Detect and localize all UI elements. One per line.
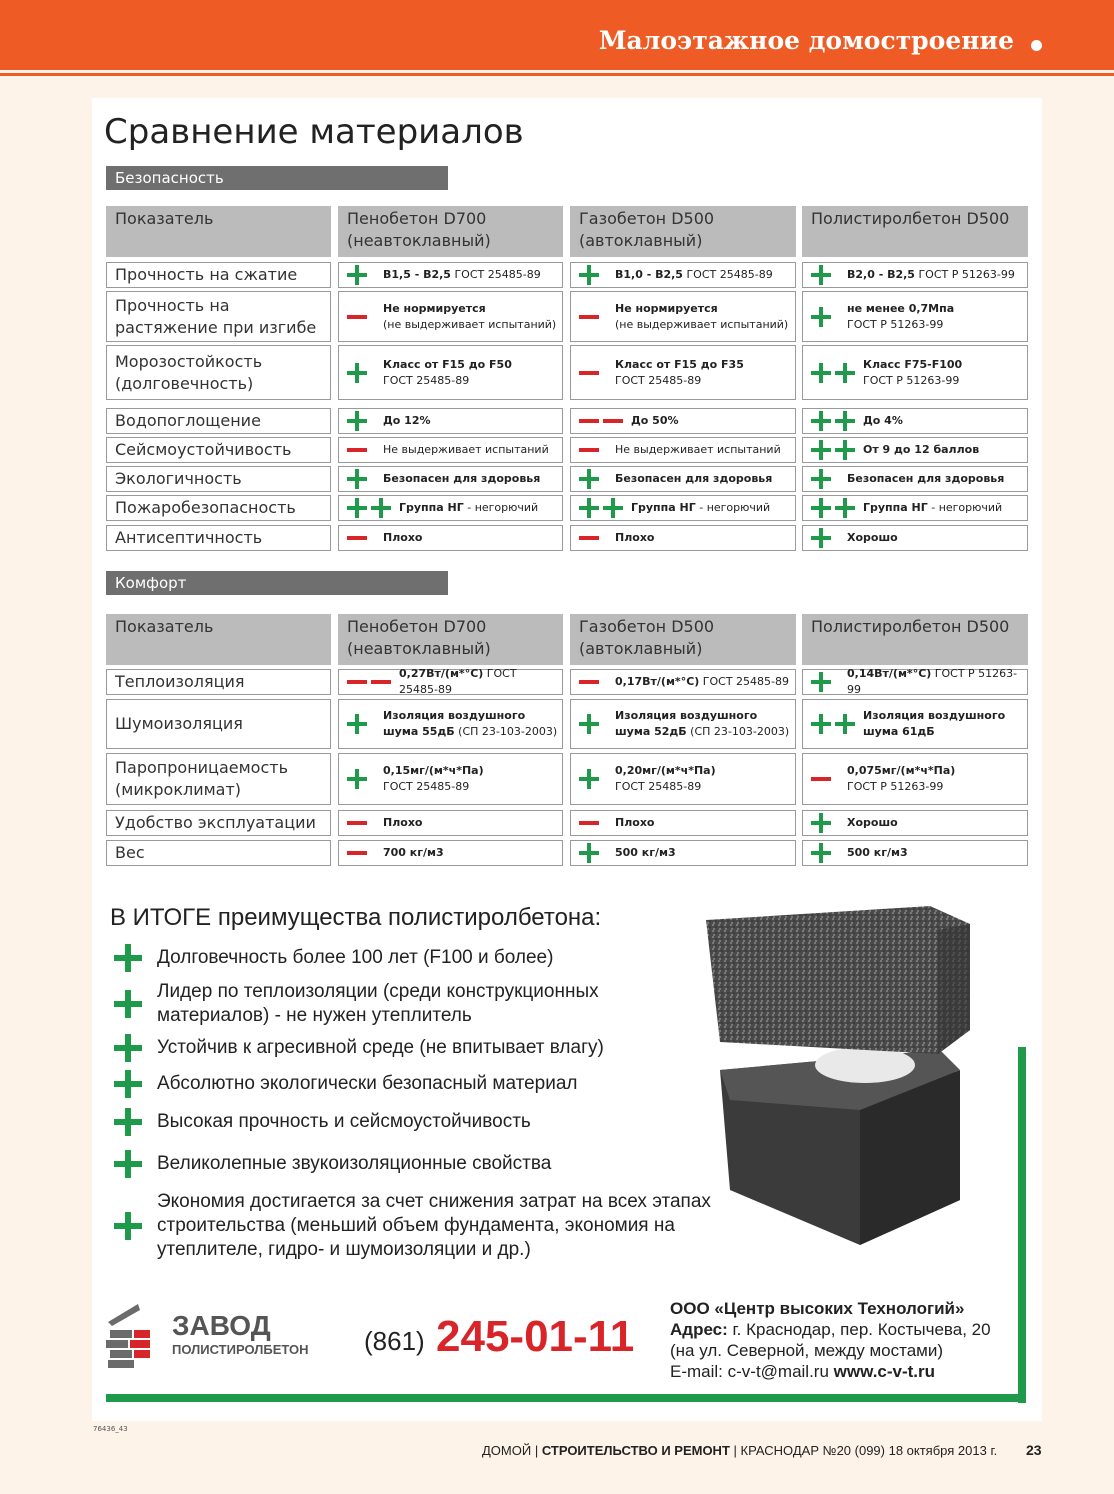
cell-value: Безопасен для здоровья: [383, 472, 541, 485]
minus-icon: [811, 769, 831, 789]
cell-note: ГОСТ 25485-89: [699, 675, 790, 688]
plus-icon: [114, 1212, 142, 1240]
cell-note: (СП 23-103-2003): [686, 725, 790, 738]
plus-icon: [811, 672, 831, 692]
cell-note: ГОСТ Р 51263-99: [847, 780, 944, 793]
minus-icon: [579, 363, 599, 383]
advantage-item: Лидер по теплоизоляции (среди конструкционных материалов) - не нужен утеплитель: [157, 981, 599, 1026]
table-cell: [570, 291, 796, 342]
cell-value: 500 кг/м3: [615, 846, 676, 859]
cell-note: ГОСТ 25485-89: [682, 268, 773, 281]
plus-icon: [114, 1150, 142, 1178]
polystyrene-block-image: [700, 900, 970, 1245]
logo-subtitle: ПОЛИСТИРОЛБЕТОН: [172, 1342, 309, 1357]
rating-symbol: [811, 714, 855, 734]
table-cell: [570, 437, 796, 463]
top-banner: [0, 0, 1114, 70]
cell-text: [847, 815, 1023, 831]
cell-value: 0,14Вт/(м*°С): [847, 667, 932, 680]
table-cell: [802, 840, 1028, 866]
cell-value: 0,17Вт/(м*°С): [615, 675, 700, 688]
section-title: Малоэтажное домостроение: [598, 26, 1014, 55]
minus-icon: [579, 672, 599, 692]
advantage-item: Высокая прочность и сейсмоустойчивость: [157, 1111, 531, 1132]
cell-text: [383, 442, 558, 458]
cell-note: ГОСТ 25485-89: [615, 780, 702, 793]
cell-text: [615, 357, 791, 389]
row-label: Пожаробезопасность: [106, 495, 331, 521]
cell-note: Не выдерживает испытаний: [383, 443, 549, 456]
plus-icon: [835, 714, 855, 734]
cell-note: ГОСТ Р 51263-99: [847, 667, 1018, 696]
cell-note: ГОСТ 25485-89: [615, 373, 702, 387]
rating-symbol: [347, 672, 391, 692]
rating-symbol: [811, 265, 831, 285]
plus-icon: [114, 990, 142, 1018]
bullet-dot-icon: [1031, 40, 1042, 51]
plus-icon: [811, 307, 831, 327]
cell-value: B2,0 - B2,5: [847, 268, 915, 281]
cell-text: [615, 442, 791, 458]
cell-value: Изоляция воздушного шума 52дБ: [615, 709, 758, 738]
rating-symbol: [579, 672, 599, 692]
cell-text: [615, 530, 791, 546]
row-label: Вес: [106, 840, 331, 866]
cell-text: [383, 815, 558, 831]
address: г. Краснодар, пер. Костычева, 20: [727, 1320, 991, 1339]
table-cell: [570, 669, 796, 695]
row-label: Антисептичность: [106, 525, 331, 551]
cell-text: [631, 500, 791, 516]
table-cell: [570, 466, 796, 492]
cell-note: ГОСТ 25485-89: [383, 780, 470, 793]
minus-icon: [579, 307, 599, 327]
cell-value: До 50%: [631, 414, 679, 427]
advantage-item: Абсолютно экологически безопасный материал: [157, 1073, 578, 1094]
column-header: Газобетон D500 (автоклавный): [570, 206, 796, 257]
cell-note: (не выдерживает испытаний): [615, 317, 789, 331]
cell-text: [383, 845, 558, 861]
cell-value: Группа НГ: [631, 501, 696, 514]
cell-value: До 12%: [383, 414, 431, 427]
plus-icon: [347, 498, 367, 518]
rating-symbol: [347, 469, 367, 489]
cell-text: [615, 708, 791, 740]
cell-value: Не нормируется: [383, 301, 486, 315]
cell-text: [615, 815, 791, 831]
plus-icon: [579, 469, 599, 489]
rating-symbol: [579, 265, 599, 285]
table-cell: [338, 408, 563, 434]
row-label: Экологичность: [106, 466, 331, 492]
cell-value: Класс от F15 до F50: [383, 357, 512, 371]
plus-icon: [114, 944, 142, 972]
plus-icon: [811, 498, 831, 518]
table-cell: [802, 408, 1028, 434]
rating-symbol: [811, 769, 831, 789]
minus-icon: [347, 528, 367, 548]
rating-symbol: [579, 714, 599, 734]
cell-text: [863, 413, 1023, 429]
plus-icon: [811, 469, 831, 489]
cell-value: 500 кг/м3: [847, 846, 908, 859]
green-frame-horizontal: [106, 1394, 1026, 1402]
column-header: Показатель: [106, 206, 331, 257]
cell-note: ГОСТ 25485-89: [450, 268, 541, 281]
cell-note: ГОСТ Р 51263-99: [847, 317, 944, 331]
cell-value: Класс F75-F100: [863, 357, 963, 371]
table-cell: [802, 437, 1028, 463]
rating-symbol: [579, 363, 599, 383]
cell-value: не менее 0,7Мпа: [847, 301, 955, 315]
cell-text: [383, 708, 558, 740]
rating-symbol: [579, 469, 599, 489]
cell-value: Плохо: [383, 816, 423, 829]
cell-text: [847, 845, 1023, 861]
cell-value: 700 кг/м3: [383, 846, 444, 859]
table-cell: [338, 525, 563, 551]
section-comfort: Комфорт: [106, 571, 448, 595]
phone-code: (861): [364, 1326, 425, 1356]
cell-value: Плохо: [615, 816, 655, 829]
table-cell: [802, 345, 1028, 400]
plus-icon: [579, 769, 599, 789]
cell-text: [615, 674, 791, 690]
cell-text: [631, 413, 791, 429]
cell-text: [399, 500, 558, 516]
plus-icon: [371, 498, 391, 518]
cell-value: Изоляция воздушного шума 61дБ: [863, 709, 1006, 738]
rating-symbol: [347, 843, 367, 863]
plus-icon: [811, 528, 831, 548]
rating-symbol: [811, 363, 855, 383]
rating-symbol: [811, 672, 831, 692]
cell-value: Безопасен для здоровья: [847, 472, 1005, 485]
cell-text: [383, 413, 558, 429]
cell-value: Изоляция воздушного шума 55дБ: [383, 709, 526, 738]
cell-text: [615, 301, 791, 333]
table-cell: [802, 699, 1028, 749]
rating-symbol: [347, 528, 367, 548]
rating-symbol: [579, 528, 599, 548]
rating-symbol: [811, 528, 831, 548]
cell-text: [863, 357, 1023, 389]
cell-value: Группа НГ: [863, 501, 928, 514]
rating-symbol: [811, 307, 831, 327]
table-cell: [338, 437, 563, 463]
plus-icon: [811, 411, 831, 431]
cell-text: [383, 357, 558, 389]
plus-icon: [835, 498, 855, 518]
plus-icon: [835, 411, 855, 431]
table-cell: [802, 495, 1028, 521]
plus-icon: [579, 843, 599, 863]
divider: [0, 73, 1114, 76]
rating-symbol: [811, 411, 855, 431]
column-header: Полистиролбетон D500: [802, 206, 1028, 257]
cell-text: [615, 471, 791, 487]
table-cell: [802, 291, 1028, 342]
table-cell: [802, 262, 1028, 288]
rating-symbol: [347, 363, 367, 383]
table-cell: [338, 699, 563, 749]
cell-text: [863, 500, 1023, 516]
cell-text: [847, 763, 1023, 795]
print-code: 76436_43: [93, 1425, 128, 1433]
section-safety: Безопасность: [106, 166, 448, 190]
plus-icon: [811, 440, 831, 460]
row-label: Удобство эксплуатации: [106, 810, 331, 836]
table-cell: [338, 466, 563, 492]
row-label: Паропроницаемость (микроклимат): [106, 753, 331, 805]
plus-icon: [579, 498, 599, 518]
rating-symbol: [811, 843, 831, 863]
advantage-item: Экономия достигается за счет снижения затрат на всех этапах строительства (меньший объем фундамента, экономия на утеплителе, гидро- и шумоизоляции и др.): [157, 1191, 711, 1260]
company-name: ООО «Центр высоких Технологий»: [670, 1299, 965, 1318]
plus-icon: [347, 769, 367, 789]
plus-icon: [579, 714, 599, 734]
rating-symbol: [347, 714, 367, 734]
table-cell: [802, 669, 1028, 695]
table-cell: [338, 262, 563, 288]
rating-symbol: [579, 440, 599, 460]
cell-note: - негорючий: [463, 501, 539, 514]
factory-logo-icon: [100, 1300, 164, 1370]
cell-value: Плохо: [615, 531, 655, 544]
cell-value: Не нормируется: [615, 301, 718, 315]
rating-symbol: [579, 843, 599, 863]
rating-symbol: [811, 469, 831, 489]
cell-text: [847, 471, 1023, 487]
minus-icon: [347, 672, 367, 692]
plus-icon: [347, 411, 367, 431]
table-cell: [802, 525, 1028, 551]
plus-icon: [114, 1070, 142, 1098]
minus-icon: [347, 813, 367, 833]
cell-value: 0,15мг/(м*ч*Па): [383, 764, 484, 777]
column-header: Газобетон D500 (автоклавный): [570, 614, 796, 665]
rating-symbol: [579, 307, 599, 327]
table-cell: [338, 291, 563, 342]
cell-text: [863, 442, 1023, 458]
column-header: Показатель: [106, 614, 331, 665]
table-cell: [338, 495, 563, 521]
row-label: Водопоглощение: [106, 408, 331, 434]
table-cell: [338, 345, 563, 400]
row-label: Прочность на растяжение при изгибе: [106, 291, 331, 342]
cell-text: [383, 530, 558, 546]
table-cell: [802, 810, 1028, 836]
email[interactable]: E-mail: c-v-t@mail.ru: [670, 1362, 834, 1381]
cell-text: [383, 471, 558, 487]
cell-note: Не выдерживает испытаний: [615, 443, 781, 456]
cell-text: [847, 666, 1023, 698]
address-label: Адрес:: [670, 1320, 728, 1339]
cell-text: [847, 301, 1023, 333]
rating-symbol: [811, 440, 855, 460]
table-cell: [570, 345, 796, 400]
cell-value: 0,20мг/(м*ч*Па): [615, 764, 716, 777]
rating-symbol: [579, 411, 623, 431]
footer-magazine: ДОМОЙ: [482, 1443, 532, 1458]
cell-text: [847, 267, 1023, 283]
rating-symbol: [347, 411, 367, 431]
table-cell: [338, 753, 563, 805]
cell-text: [399, 666, 558, 698]
plus-icon: [811, 714, 831, 734]
footer-issue: КРАСНОДАР №20 (099) 18 октября 2013 г.: [740, 1443, 998, 1458]
table-cell: [570, 753, 796, 805]
advantage-item: Устойчив к агресивной среде (не впитывает влагу): [157, 1037, 604, 1058]
rating-symbol: [579, 769, 599, 789]
table-cell: [570, 810, 796, 836]
cell-text: [383, 301, 558, 333]
cell-text: [383, 763, 558, 795]
cell-note: ГОСТ 25485-89: [399, 667, 517, 696]
rating-symbol: [811, 813, 831, 833]
cell-note: (СП 23-103-2003): [454, 725, 558, 738]
website-link[interactable]: www.c-v-t.ru: [833, 1362, 936, 1381]
table-cell: [570, 408, 796, 434]
rating-symbol: [347, 307, 367, 327]
rating-symbol: [347, 265, 367, 285]
row-label: Шумоизоляция: [106, 699, 331, 749]
cell-value: Группа НГ: [399, 501, 464, 514]
table-cell: [802, 753, 1028, 805]
cell-text: [615, 845, 791, 861]
cell-value: До 4%: [863, 414, 903, 427]
minus-icon: [579, 528, 599, 548]
green-frame-vertical: [1018, 1047, 1026, 1403]
row-label: Сейсмоустойчивость: [106, 437, 331, 463]
footer-title: СТРОИТЕЛЬСТВО И РЕМОНТ: [541, 1443, 730, 1458]
minus-icon: [579, 411, 599, 431]
table-cell: [802, 466, 1028, 492]
address-note: (на ул. Северной, между мостами): [670, 1341, 943, 1360]
column-header: Полистиролбетон D500: [802, 614, 1028, 665]
footer: ДОМОЙ | СТРОИТЕЛЬСТВО И РЕМОНТ | КРАСНОДАР №20 (099) 18 октября 2013 г.: [482, 1443, 998, 1458]
plus-icon: [811, 843, 831, 863]
minus-icon: [371, 672, 391, 692]
plus-icon: [811, 813, 831, 833]
table-cell: [570, 262, 796, 288]
page-number: 23: [1026, 1442, 1042, 1458]
summary-title: В ИТОГЕ преимущества полистиролбетона:: [110, 904, 602, 931]
cell-value: От 9 до 12 баллов: [863, 443, 980, 456]
cell-value: Хорошо: [847, 531, 898, 544]
cell-value: B1,5 - B2,5: [383, 268, 451, 281]
cell-value: Класс от F15 до F35: [615, 357, 744, 371]
advantage-item: Долговечность более 100 лет (F100 и более): [157, 947, 554, 968]
cell-value: 0,075мг/(м*ч*Па): [847, 764, 956, 777]
table-cell: [570, 525, 796, 551]
column-header: Пенобетон D700 (неавтоклавный): [338, 614, 563, 665]
minus-icon: [579, 813, 599, 833]
cell-note: - негорючий: [695, 501, 771, 514]
cell-value: 0,27Вт/(м*°С): [399, 667, 484, 680]
cell-value: Плохо: [383, 531, 423, 544]
cell-value: Хорошо: [847, 816, 898, 829]
rating-symbol: [579, 813, 599, 833]
advantage-item: Великолепные звукоизоляционные свойства: [157, 1153, 552, 1174]
row-label: Морозостойкость (долговечность): [106, 345, 331, 400]
company-info: [670, 1298, 991, 1382]
cell-text: [615, 267, 791, 283]
plus-icon: [347, 265, 367, 285]
row-label: Прочность на сжатие: [106, 262, 331, 288]
plus-icon: [603, 498, 623, 518]
minus-icon: [347, 843, 367, 863]
minus-icon: [347, 440, 367, 460]
plus-icon: [114, 1034, 142, 1062]
table-cell: [338, 810, 563, 836]
plus-icon: [811, 363, 831, 383]
rating-symbol: [347, 498, 391, 518]
cell-text: [863, 708, 1023, 740]
row-label: Теплоизоляция: [106, 669, 331, 695]
cell-value: Безопасен для здоровья: [615, 472, 773, 485]
table-cell: [338, 840, 563, 866]
rating-symbol: [811, 498, 855, 518]
table-cell: [570, 495, 796, 521]
plus-icon: [579, 265, 599, 285]
cell-note: - негорючий: [927, 501, 1003, 514]
plus-icon: [347, 363, 367, 383]
rating-symbol: [347, 440, 367, 460]
cell-text: [847, 530, 1023, 546]
minus-icon: [603, 411, 623, 431]
table-cell: [570, 699, 796, 749]
cell-value: B1,0 - B2,5: [615, 268, 683, 281]
logo-title: ЗАВОД: [172, 1310, 271, 1341]
plus-icon: [835, 440, 855, 460]
phone-number[interactable]: 245-01-11: [436, 1312, 635, 1361]
page-title: Сравнение материалов: [104, 112, 524, 152]
minus-icon: [347, 307, 367, 327]
rating-symbol: [347, 813, 367, 833]
plus-icon: [347, 469, 367, 489]
plus-icon: [811, 265, 831, 285]
plus-icon: [114, 1108, 142, 1136]
cell-text: [383, 267, 558, 283]
rating-symbol: [347, 769, 367, 789]
cell-note: ГОСТ Р 51263-99: [863, 373, 960, 387]
minus-icon: [579, 440, 599, 460]
table-cell: [570, 840, 796, 866]
plus-icon: [347, 714, 367, 734]
column-header: Пенобетон D700 (неавтоклавный): [338, 206, 563, 257]
cell-note: ГОСТ Р 51263-99: [914, 268, 1015, 281]
plus-icon: [835, 363, 855, 383]
table-cell: [338, 669, 563, 695]
cell-note: (не выдерживает испытаний): [383, 317, 557, 331]
cell-text: [615, 763, 791, 795]
rating-symbol: [579, 498, 623, 518]
cell-note: ГОСТ 25485-89: [383, 373, 470, 387]
